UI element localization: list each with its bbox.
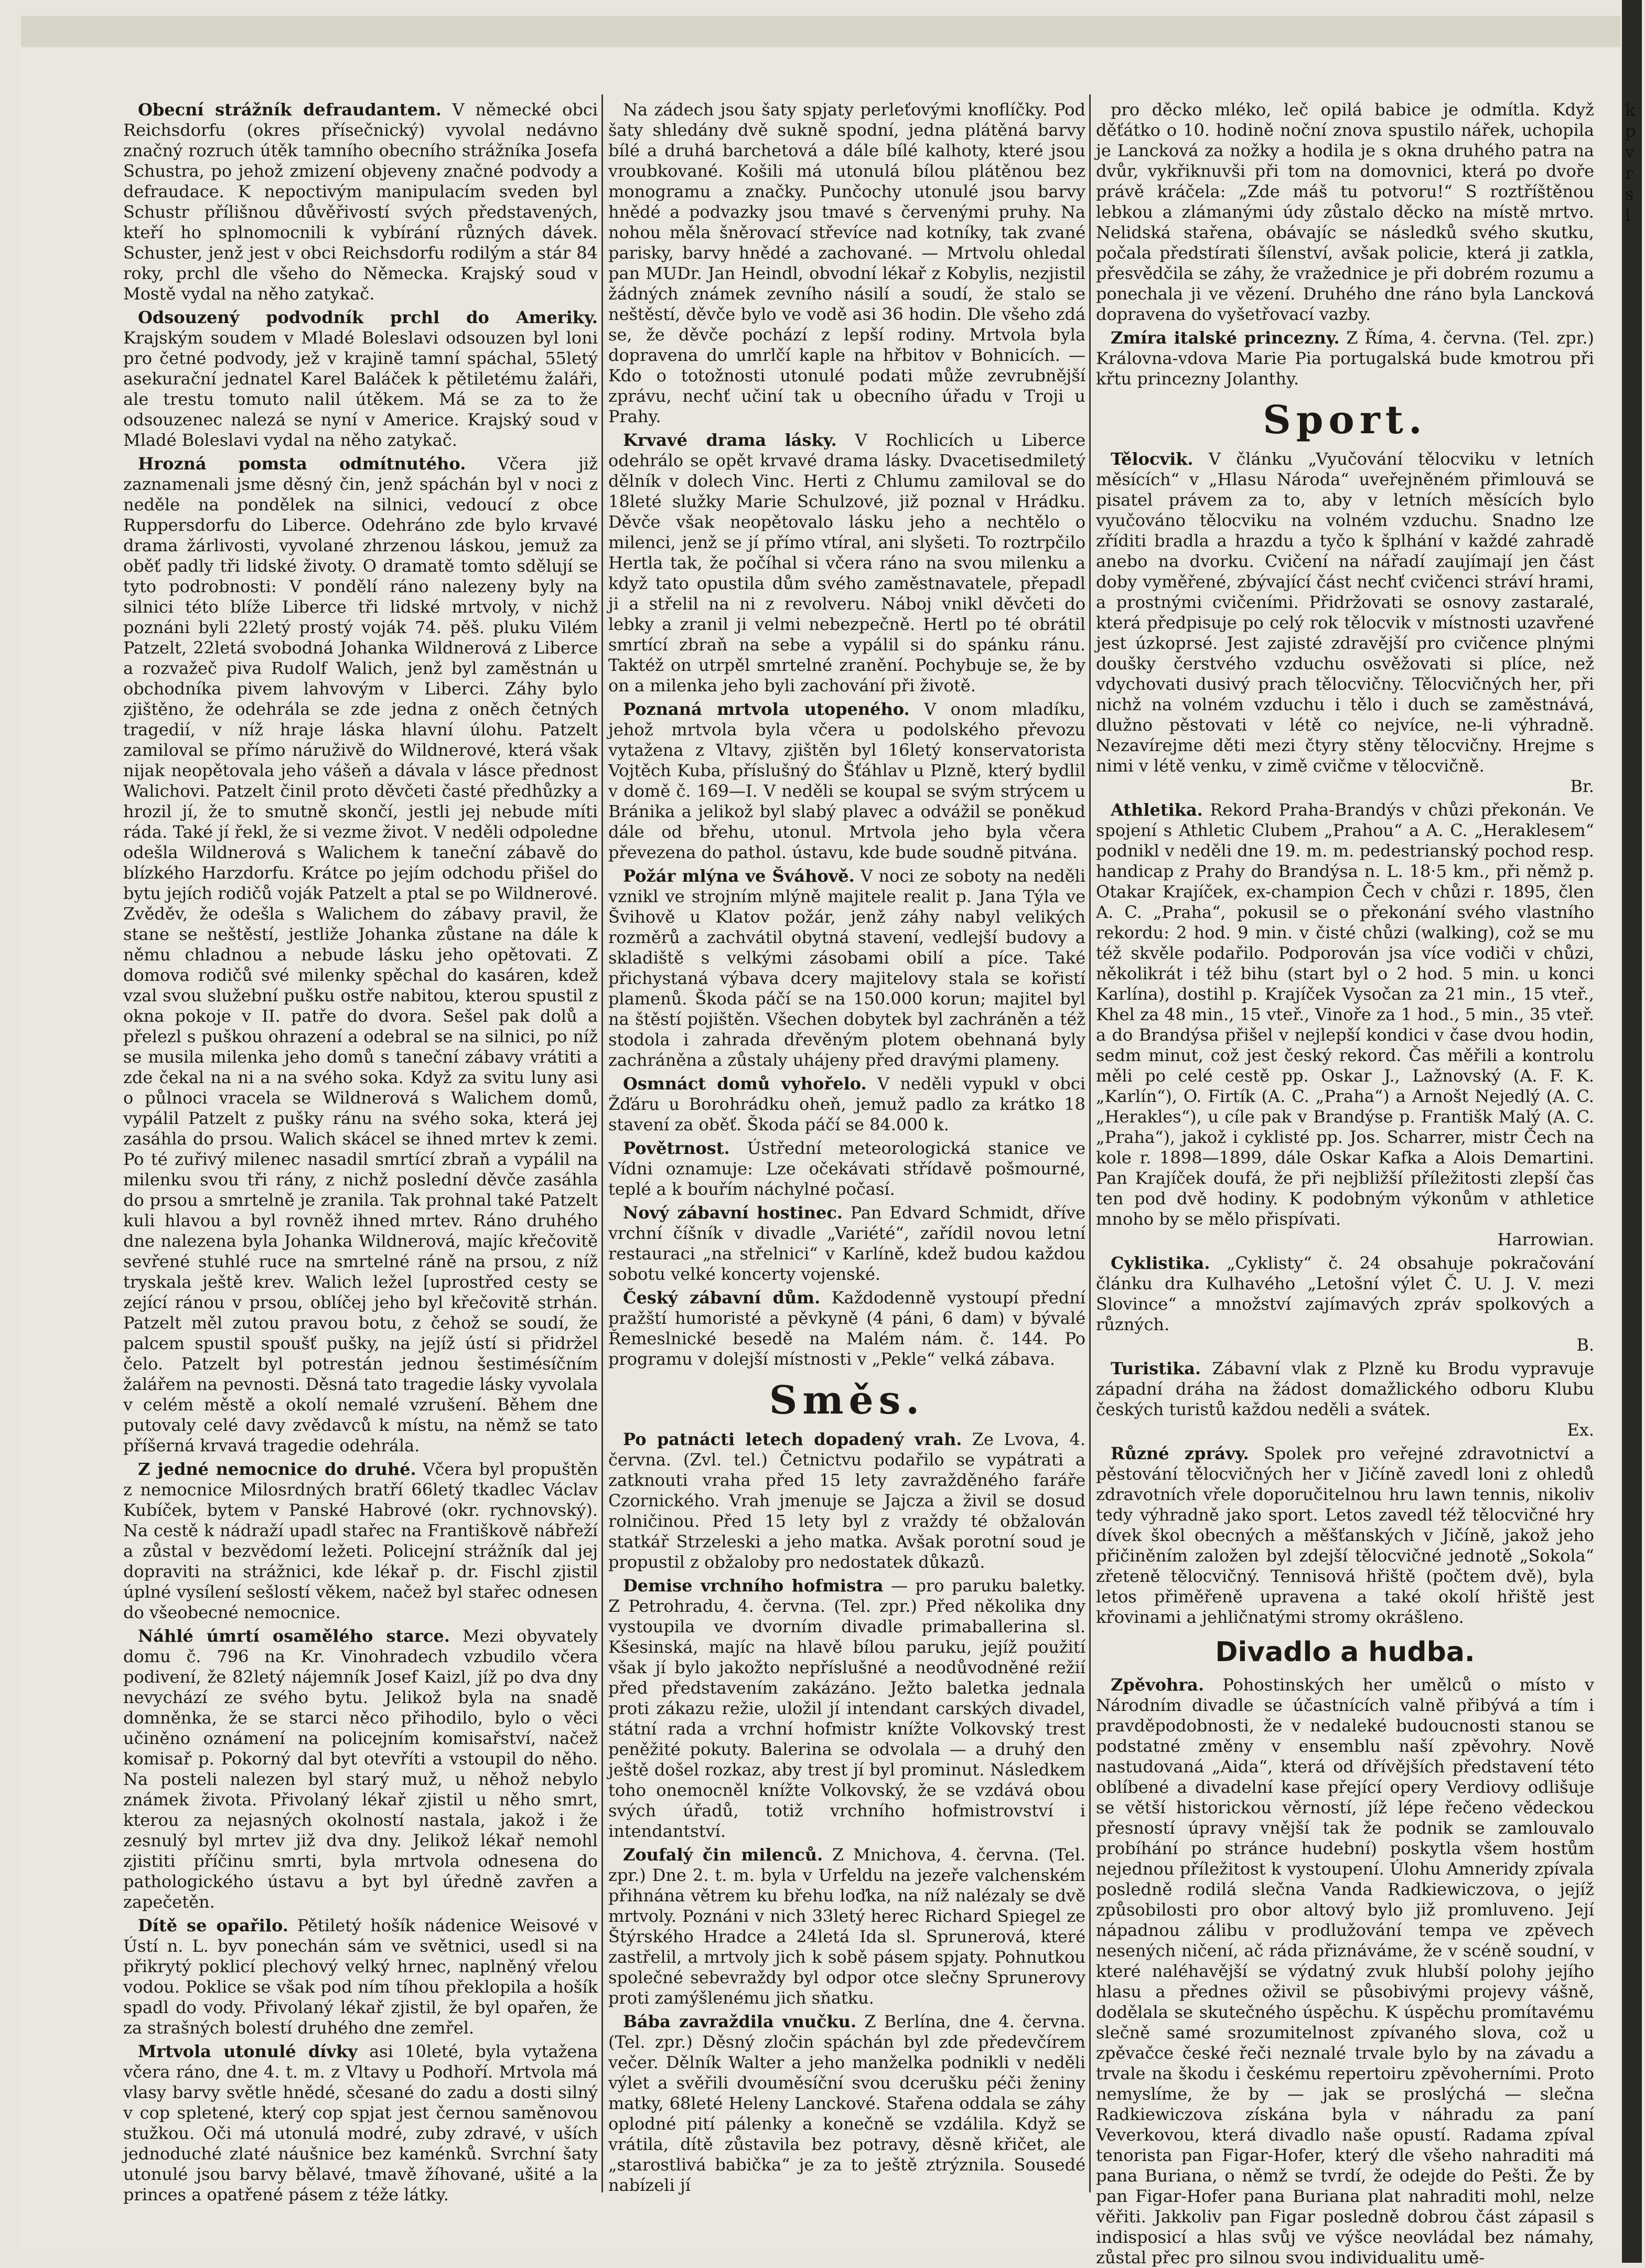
news-article: [608, 1203, 1085, 1285]
article-body: Včera již zaznamenali jsme děsný čin, jenž spáchán byl v noci z neděle na pondělek na silnici, vedoucí z obce Ruppersdorfu do Liberce. Odehráno zde bylo krvavé drama žárlivosti, vyvolané zhrzenou láskou, jemuž za oběť padly tři lidské životy. O dramatě tomto sdělují se tyto podrobnosti: V pondělí ráno nalezeny byly na silnici této blíže Liberce tři lidské mrtvoly, v nichž poznáni byli 22letý prostý voják 74. pěš. pluku Vilém Patzelt, 22letá svobodná Johanka Wildnerová z Liberce a rozvažeč piva Rudolf Walich, jenž byl zaměstnán u obchodníka pivem lahvovým v Liberci. Záhy bylo zjištěno, že odehrála se zde jedna z oněch četných tragedií, v níž hraje láska hlavní úlohu. Patzelt zamiloval se přímo náruživě do Wildnerové, která však nijak neopětovala jeho vášeň a dávala v lásce přednost Walichovi. Patzelt činil proto děvčeti časté předhůzky a hrozil jí, že to smutně skončí, jestli jej nebude míti ráda. Také jí řekl, že si vezme život. V neděli odpoledne odešla Wildnerová s Walichem k taneční zábavě do blízkého Harzdorfu. Krátce po jejím odchodu přišel do bytu jejích rodičů voják Patzelt a ptal se po Wildnerové. Zvěděv, že odešla s Walichem do zábavy pravil, že stane se neštěstí, jestliže Johanka zůstane na dále k němu chladnou a nebude lásku jeho opětovati. Z domova rodičů své milenky spěchal do kasáren, kdež vzal svou služební pušku ostře nabitou, kterou spustil z okna pokoje v II. patře do dvora. Sešel pak dolů a přelezl s puškou ohrazení a odebral se na silnici, po níž se musila milenka jeho domů s taneční zábavy vrátiti a zde čekal na ni a na svého soka. Když za svitu luny asi o půlnoci vracela se Wildnerová s Walichem domů, vypálil Patzelt z pušky ránu na svého soka, která jej zasáhla do prsou. Walich skácel se ihned mrtev k zemi. Po té zuřivý milenec nasadil smrtící zbraň a vypálil na milenku svou tři rány, z nichž poslední děvče zasáhla do prsou a smrtelně je zranila. Tak prohnal také Patzelt kuli hlavou a byl rovněž ihned mrtev. Ráno druhého dne nalezena byla Johanka Wildnerová, majíc křečovitě sevřené stuhlé ruce na smrtelné ráně na prsou, z níž tryskala ještě krev. Walich ležel [uprostřed cesty se zející ránou v prsou, oblíčej jeho byl křečovitě strhán. Patzelt měl zutou pravou botu, z čehož se soudí, že palcem spustil spoušť pušky, na jejíž ústí si přidržel čelo. Patzelt byl potrestán jednou šestimésíčním žalářem na pevnosti. Děsná tato tragedie lásky vyvolala v celém městě a okolí nemalé vzrušení. Během dne putovaly celé davy zvědavců k místu, na němž se tato příšerná krvavá tragedie odehrála.: [123, 454, 598, 1456]
article-paragraph: [1096, 800, 1594, 1229]
article-paragraph: [123, 307, 598, 451]
article-headline: Obecní strážník defraudantem.: [138, 100, 442, 120]
article-headline: Odsouzený podvodník prchl do Ameriky.: [138, 307, 598, 327]
article-signature: Ex.: [1567, 1420, 1594, 1440]
article-headline: Zoufalý čin milenců.: [623, 1845, 823, 1865]
section-heading: Sport.: [1263, 398, 1427, 443]
article-body: Včera byl propuštěn z nemocnice Milosrdných bratří 66letý tkadlec Václav Kubíček, bytem v Panské Habrové (okr. rychnovský). Na cestě k nádraží upadl stařec na Františkově nábřeží a zůstal v bezvědomí ležeti. Policejní strážník dal jej dopraviti na strážnici, kde lékař p. dr. Fischl zjistil úplné vysílení sešlostí věkem, načež byl stařec odnesen do všeobecné nemocnice.: [123, 1459, 598, 1622]
article-paragraph: [608, 1138, 1085, 1200]
news-article: [608, 1288, 1085, 1370]
news-article: [1096, 449, 1594, 797]
news-article: [123, 1459, 598, 1623]
article-headline: Český zábavní dům.: [623, 1288, 821, 1308]
newspaper-page: [21, 16, 1620, 2267]
article-body: Pohostinských her umělců o místo v Národním divadle se účastnících valně přibývá a tím i pravděpodobnosti, že v nedaleké budoucnosti stanou se podstatné změny v ensemblu naší zpěvohry. Nově nastudovaná „Aida“, která od dřívějších představení této oblíbené a divadelní kase přející opery Verdiovy odlišuje se větší historickou věrností, jíž lépe řečeno vědeckou přesností úpravy vnější tak že podnik se zamlouvalo probíhání po stránce hudební) poskytla všem hostům nejednou příležitost k vystoupení. Úlohu Amneridy zpívala posledně rodilá slečna Vanda Radkiewiczova, o jejíž způsobilosti pro obor altový bylo již promluveno. Její nápadnou zálibu v prodlužování tempa ve zpěvech nesených ničení, ač ráda přiznáváme, že v scéně soudní, v které naléhavější se výdatný zvuk hlubší polohy jejího hlasu a přednes oživil se působivými projevy vášně, dodělala se skutečného úspěchu. K úspěchu promítavému slečně samé srozumitelnost zpívaného slova, což u zpěvačce české řeči neznalé trvale bylo by na závadu a trvale na škodu i českému repertoiru zpěvoherními. Proto nemyslíme, že by — jak se proslýchá — slečna Radkiewiczova získána byla v náhradu za paní Veverkovou, která divadlo naše opustí. Radama zpíval tenorista pan Figar-Hofer, který dle všeho nahraditi má pana Buriana, o němž se tvrdí, že odejde do Pešti. Že by pan Figar-Hofer pana Buriana plat nahraditi mohl, nelze věřiti. Jakkoliv pan Figar posledně dobrou část zápasil s indisposicí a hlas svůj ve výšce neovládal bez námahy, zůstal přec pro silnou svou individualitu umě-: [1096, 1675, 1595, 2267]
article-signature: B.: [1576, 1335, 1594, 1355]
article-headline: Nový zábavní hostinec.: [623, 1203, 843, 1223]
article-body: Mezi obyvately domu č. 796 na Kr. Vinohradech vzbudilo včera podivení, že 82letý nájemník Josef Kaizl, jíž po dva dny nevychází ze svého bytu. Jelikož byla na snadě domněnka, že se starci něco přihodilo, bylo o věci učiněno oznámení na policejním komisařství, načež komisař p. Pokorný dal byt otevříti a vstoupil do něho. Na posteli nalezen byl starý muž, u něhož nebylo známek života. Přivolaný lékař zjistil u něho smrt, kterou za nejasných okolností nastala, jakož i že zesnulý byl mrtev již dva dny. Jelikož lékař nemohl zjistiti příčinu smrti, byla mrtvola odnesena do pathologického ústavu a byt byl úředně zavřen a zapečetěn.: [123, 1626, 598, 1912]
article-body: V noci ze soboty na neděli vznikl ve strojním mlýně majitele realit p. Jana Týla ve Švihově u Klatov požár, jenž záhy nabyl velikých rozměrů a zachvátil obytná stavení, vedlejší budovy a skladiště s velkými zásobami obilí a píce. Také přichystaná výbava dcery majitelovy stala se kořistí plamenů. Škoda páčí se na 150.000 korun; majitel byl na štěstí pojištěn. Všechen dobytek byl zachráněn a též stodola i zahrada dřevěným plotem obehnaná byly zachráněna a zůstaly uhájeny před dravými plameny.: [608, 866, 1086, 1070]
article-headline: Mrtvola utonulé dívky: [138, 2041, 358, 2061]
article-body: Pan Edvard Schmidt, dříve vrchní číšník v divadle „Variété“, zařídil novou letní restauraci „na střelnici“ v Karlíně, kdež budou každou sobotu velké koncerty vojenské.: [608, 1203, 1086, 1284]
news-article: [608, 1845, 1085, 2008]
page-top-margin: [21, 16, 1620, 47]
column-rule: [1089, 94, 1091, 2192]
news-article: [123, 1626, 598, 1912]
adjacent-page-fragment: k p v r s l: [1625, 100, 1636, 225]
article-body: V Rochlicích u Liberce odehrálo se opět krvavé drama lásky. Dvacetisedmiletý dělník v dolech Vinc. Herti z Chlumu zamiloval se do 18leté služky Marie Schulzové, již poznal v Hrádku. Děvče však neopětovalo lásku jeho a nechtělo o milenci, jenž se jí přímo vtíral, ani slyšeti. To roztrpčilo Hertla tak, že počíhal si včera ráno na svou milenku a když tato opustila dům svého zaměstnavatele, přepadl ji a střelil na ni z revolveru. Náboj vnikl děvčeti do lebky a zranil ji velmi nebezpečně. Hertl po té obrátil smrtící zbraň na sebe a vypálil si do spánku ránu. Taktéž on utrpěl smrtelné zranění. Pochybuje se, že by on a milenka jeho byli zachování při životě.: [608, 430, 1086, 696]
article-headline: Povětrnost.: [623, 1138, 730, 1158]
article-headline: Dítě se opařilo.: [138, 1916, 288, 1935]
column-rule: [601, 94, 603, 2192]
news-article: [1096, 328, 1594, 389]
article-paragraph: [1096, 1443, 1594, 1628]
article-headline: Krvavé drama lásky.: [623, 430, 837, 450]
article-body: pro děcko mléko, leč opilá babice je odmítla. Když děťátko o 10. hodině noční znova spustilo nářek, uchopila je Lancková za nožky a hodila je s okna druhého patra na dvůr, vykřiknuvši při tom na domovnici, která po dvoře právě kráčela: „Zde máš tu potvoru!“ S roztříštěnou lebkou a zlámanými údy zůstalo děcko na místě mrtvo. Nelidská stařena, obávajíc se následků svého skutku, počala předstírati šílenství, avšak policie, která ji zatkla, přesvědčila se záhy, že vražednice je při dobrém rozumu a ponechala ji ve vězení. Druhého dne ráno byla Lancková dopravena do vyšetřovací vazby.: [1096, 100, 1594, 324]
article-body: Z Říma, 4. června. (Tel. zpr.) Královna-vdova Marie Pia portugalská bude kmotrou při křtu princezny Jolanthy.: [1096, 328, 1595, 389]
section-heading: Divadlo a hudba.: [1215, 1636, 1475, 1668]
article-paragraph: [608, 1203, 1085, 1285]
article-headline: Zpěvohra.: [1111, 1675, 1205, 1695]
article-headline: Athletika.: [1111, 800, 1203, 820]
article-paragraph: [608, 1845, 1085, 2008]
article-body: Ze Lvova, 4. června. (Zvl. tel.) Četnictvu podařilo se vypátrati a zatknouti vraha před 15 lety zavražděného faráře Czornického. Vrah jmenuje se Jajcza a živil se dosud rolničinou. Před 15 lety byl z vraždy té obžalován statkář Strzeleski a jeho matka. Avšak porotní soud je propustil z obžaloby pro nedostatek důkazů.: [608, 1429, 1086, 1572]
news-article: [1096, 1253, 1594, 1355]
article-body: Rekord Praha-Brandýs v chůzi překonán. Ve spojení s Athletic Clubem „Prahou“ a A. C. „Heraklesem“ podnikl v neděli dne 19. m. m. pedestrianský pochod resp. handicap z Prahy do Brandýsa n. L. 18·5 km., při němž p. Otakar Krajíček, ex-champion Čech v chůzi r. 1895, člen A. C. „Praha“, pokusil se o překonání svého vlastního rekordu: 2 hod. 9 min. v čisté chůzi (walking), což se mu též skvěle podařilo. Podporován jsa více vodiči v chůzi, několikrát i též bihu (start byl o 2 hod. 5 min. u konci Karlína), dostihl p. Krajíček Vysočan za 21 min., 15 vteř., Khel za 48 min., 15 vteř., Vinoře za 1 hod., 5 min., 35 vteř. a do Brandýsa přišel v nejlepší kondici v čase dvou hodin, sedm minut, což jest český rekord. Čas měřili a kontrolu měli po celé cestě pp. Oskar J., Lažnovský (A. F. K. „Karlín“), O. Firtík (A. C. „Praha“) a Arnošt Nejedlý (A. C. „Herakles“), u cíle pak v Brandýse p. Františk Malý (A. C. „Praha“), jakož i cyklisté pp. Jos. Scharrer, mistr Čech na kole r. 1898—1899, dále Oskar Kafka a Alois Demartini. Pan Krajíček doufá, že při nejbližší příležitosti zlepší čas ten pod dvě hodiny. K podobným výkonům v athletice mnoho by se mělo přispívati.: [1096, 800, 1594, 1229]
article-body: V německé obci Reichsdorfu (okres přísečnický) vyvolal nedávno značný rozruch útěk tamního obecního strážníka Josefa Schustra, po jehož zmizení objeveny značné podvody a defraudace. K nepoctivým manipulacím sveden byl Schustr přílišnou důvěřivostí svých představených, kteří ho splnomocnili k vybírání různých dávek. Schuster, jenž jest v obci Reichsdorfu rodilým a stár 84 roky, prchl dle všeho do Německa. Krajský soud v Mostě vydal na něho zatykač.: [123, 100, 598, 304]
article-body: Zábavní vlak z Plzně ku Brodu vypravuje západní dráha na žádost domažlického odboru Klubu českých turistů každou neděli a svátek.: [1096, 1358, 1594, 1419]
article-headline: Tělocvik.: [1111, 449, 1194, 469]
article-paragraph: [123, 1459, 598, 1623]
article-body: V onom mladíku, jehož mrtvola byla včera u podolského převozu vytažena z Vltavy, zjištěn byl 16letý konservatorista Vojtěch Kuba, příslušný do Šťáhlav u Plzně, který bydlil v domě č. 169—I. V neděli se koupal se svým strýcem u Bránika a jelikož byl slabý plavec a odvážil se poněkud dále od břehu, utonul. Mrtvola jeho byla včera převezena do pathol. ústavu, kde bude soudně pitvána.: [608, 699, 1086, 862]
article-body: — pro paruku baletky. Z Petrohradu, 4. června. (Tel. zpr.) Před několika dny vystoupila ve dvorním divadle primaballerina sl. Kšesinská, majíc na hlavě bílou paruku, jejíž použití však jí bylo jakožto nepříslušné a neodůvodněné režií před představením zakázáno. Ježto baletka jednala proti zákazu režie, uložil jí intendant carských divadel, státní rada a vrchní hofmistr knížte Volkovský trest peněžité pokuty. Balerina se odvolala — a druhý den ještě došel rozkaz, aby trest jí byl prominut. Následkem toho onemocněl knížte Volkovský, že se vzdává obou svých úřadů, totiž vrchního hofmistrovství i intendantství.: [608, 1576, 1086, 1841]
column-3: [1096, 100, 1595, 2267]
article-body: Z Mnichova, 4. června. (Tel. zpr.) Dne 2. t. m. byla v Urfeldu na jezeře valchenském přihnána větrem ku břehu loďka, na níž nalézaly se dvě mrtvoly. Poznáni v nich 33letý herec Richard Spiegel ze Štýrského Hradce a 24letá Ida sl. Sprunerová, které zastřelil, a mrtvoly jich k sobě pásem spjaty. Pohnutkou společné sebevraždy byl odpor otce slečny Sprunerovy proti zamýšlenému jich sňatku.: [608, 1845, 1086, 2008]
article-paragraph: [1096, 449, 1594, 776]
article-headline: Náhlé úmrtí osamělého starce.: [138, 1626, 450, 1646]
news-article: [123, 307, 598, 451]
article-body: Na zádech jsou šaty spjaty perleťovými knoflíčky. Pod šaty shledány dvě sukně spodní, jedna plátěná barvy bílé a druhá barchetová a dále bílé kalhoty, které jsou vroubkované. Košili má utonulá bílou plátěnou bez monogramu a značky. Punčochy utonulé jsou barvy hnědé a podvazky jsou tmavé s červenými pruhy. Na nohou měla šněrovací střevíce nad kotníky, tak zvané parisky, barvy hnědé a zachované. — Mrtvolu ohledal pan MUDr. Jan Heindl, obvodní lékař z Kobylis, nezjistil žádných známek zevního násilí a soudí, že stalo se neštěstí, děvče bylo ve vodě asi 36 hodin. Dle všeho zdá se, že děvče pochází z lepší rodiny. Mrtvola byla dopravena do umrlčí kaple na hřbitov v Bohnicích. — Kdo o totožnosti utonulé podati může zevrubnější zprávu, nechť učiní tak u obecního úřadu v Troji u Prahy.: [608, 100, 1085, 426]
news-article: [123, 454, 598, 1456]
news-article: [123, 1916, 598, 2038]
article-body: asi 10leté, byla vytažena včera ráno, dne 4. t. m. z Vltavy u Podhoří. Mrtvola má vlasy barvy světle hnědé, sčesané do zadu a dosti silný v cop spletené, který cop spjat jest černou saměnovou stužkou. Oči má utonulá modré, zuby zdravé, v uších jednoduché zlaté náušnice bez kaménků. Svrchní šaty utonulé jsou barvy bělavé, tmavě žíhované, ušité a la princes a opatřené pásem z téže látky.: [123, 2041, 598, 2205]
article-paragraph: [608, 1074, 1085, 1135]
article-paragraph: [123, 100, 598, 304]
article-paragraph: [123, 454, 598, 1456]
news-article: [608, 1429, 1085, 1572]
article-headline: Osmnáct domů vyhořelo.: [623, 1074, 867, 1094]
article-paragraph: [608, 1429, 1085, 1572]
article-paragraph: [123, 1916, 598, 2038]
news-article: [608, 430, 1085, 696]
news-article: [123, 100, 598, 304]
column-2: [608, 100, 1086, 2195]
article-headline: Demise vrchního hofmistra: [623, 1576, 884, 1596]
article-paragraph: [608, 1576, 1085, 1842]
article-headline: Poznaná mrtvola utopeného.: [623, 699, 910, 719]
article-paragraph: [608, 866, 1085, 1071]
article-headline: Požár mlýna ve Šváhově.: [623, 866, 855, 886]
article-headline: Zmíra italské princezny.: [1111, 328, 1340, 348]
news-article: [1096, 100, 1594, 325]
article-body: Krajským soudem v Mladé Boleslavi odsouzen byl loni pro četné podvody, jež v krajině tamní spáchal, 55letý asekurační jednatel Karel Baláček k pětiletému žaláři, ale trestu tomuto nalil útěkem. Má se za to že odsouzenec nalezá se nyní v Americe. Krajský soud v Mladé Boleslavi vydal na něho zatykač.: [123, 328, 598, 450]
news-article: [608, 1074, 1085, 1135]
news-article: [1096, 1358, 1594, 1440]
section-heading: Směs.: [769, 1378, 925, 1423]
article-body: Z Berlína, dne 4. června. (Tel. zpr.) Děsný zločin spáchán byl zde předevčírem večer. Dělník Walter a jeho manželka podnikli v neděli výlet a svěřili dvouměsíční svou dcerušku péči ženiny matky, 68leté Heleny Lanckové. Stařena oddala se záhy oplodné pití pálenky a konečně se vzdálila. Když se vrátila, dítě zůstavila bez potravy, děsně křičet, ale „starostlivá babička“ je za to ještě ztrýznila. Sousedé nabízeli jí: [608, 2012, 1086, 2195]
news-article: [608, 1576, 1085, 1842]
article-body: Pětiletý hošík nádenice Weisové v Ústí n. L. byv ponechán sám ve světnici, usedl si na přikrytý poklicí plechový velký hrnec, naplněný vřelou vodou. Poklice se však pod ním tíhou překlopila a hošík spadl do vody. Přivolaný lékař zjistil, že byl opařen, že za strašných bolestí druhého dne zemřel.: [123, 1916, 598, 2038]
news-article: [1096, 1443, 1594, 1628]
article-paragraph: [1096, 1675, 1594, 2268]
news-article: [1096, 1675, 1594, 2268]
article-paragraph: [1096, 328, 1594, 389]
news-article: [608, 866, 1085, 1071]
article-paragraph: [1096, 1253, 1594, 1335]
article-headline: Bába zavraždila vnučku.: [623, 2012, 857, 2031]
article-paragraph: [1096, 100, 1594, 325]
article-headline: Různé zprávy.: [1111, 1443, 1249, 1463]
article-headline: Cyklistika.: [1111, 1253, 1210, 1273]
article-signature: Br.: [1570, 776, 1594, 796]
article-body: V článku „Vyučování tělocviku v letních měsících“ v „Hlasu Národa“ uveřejněném přimlouvá se pisatel právem za to, aby v letních měsících bylo vyučováno tělocviku na volném vzduchu. Snadno lze zříditi bradla a hrazdu a tyčo k šplhání v každé zahradě anebo na dvorku. Cvičení na nářadí zaujímají jen část doby vyměřené, zbývající část nechť cvičenci stráví hrami, a prostnými cvičeními. Přidržovati se osnovy zastaralé, která předpisuje po celý rok tělocvik v místnosti uzavřené jest úzkoprsé. Jest zajisté zdravější pro cvičence plnými doušky čerstvého vzduchu osvěžovati si plíce, než vdychovati dusivý prach tělocvičny. Tělocvičných her, při nichž na volném vzduchu i tělo i duch se zaměstnává, dlužno pěstovati v létě co nejvíce, ne-li výhradně. Nezavírejme děti mezi čtyry stěny tělocvičny. Hrejme s nimi v létě venku, v zimě cvičme v tělocvičně.: [1096, 449, 1594, 776]
column-1: [123, 100, 598, 2205]
article-headline: Turistika.: [1111, 1358, 1201, 1378]
article-paragraph: [608, 100, 1085, 427]
article-paragraph: [123, 1626, 598, 1912]
article-body: „Cyklisty“ č. 24 obsahuje pokračování článku dra Kulhavého „Letošní výlet Č. U. J. V. mezi Slovince“ a množství zajímavých zpráv spolkových a různých.: [1096, 1253, 1595, 1334]
article-body: Spolek pro veřejné zdravotnictví a pěstování tělocvičných her v Jičíně zavedl loni z ohledů zdravotních vřele doporučitelnou hru lawn tennis, nikoliv tedy výhradně jako sport. Letos zavedl též tělocvičné hry dívek škol obecných a měšťanských v Jičíně, jakož jeho přičiněním založen byl zdejší tělocvičné jednotě „Sokola“ zřeteně tělocvičný. Tennisová hřiště (počtem dvě), byla letos přiměřeně upravena a také okolí hřiště jest křovinami a jehličnatými stromy okrášleno.: [1096, 1443, 1595, 1627]
article-paragraph: [123, 2041, 598, 2205]
news-article: [608, 2012, 1085, 2196]
article-paragraph: [608, 1288, 1085, 1370]
article-headline: Z jedné nemocnice do druhé.: [138, 1459, 416, 1479]
news-article: [608, 699, 1085, 863]
article-paragraph: [608, 699, 1085, 863]
article-paragraph: [608, 430, 1085, 696]
article-paragraph: [1096, 1358, 1594, 1420]
article-headline: Po patnácti letech dopadený vrah.: [623, 1429, 962, 1449]
news-article: [608, 100, 1085, 427]
article-headline: Hrozná pomsta odmítnutého.: [138, 454, 466, 474]
news-article: [1096, 800, 1594, 1250]
page-edge-binding: [1622, 0, 1642, 2263]
article-body: Každodenně vystoupí přední pražští humoristé a pěvkyně (4 páni, 6 dam) v bývalé Řemeslnické besedě na Malém nám. č. 144. Po programu v dolejší místnosti v „Pekle“ velká zábava.: [608, 1288, 1086, 1369]
article-body: Ústřední meteorologická stanice ve Vídni oznamuje: Lze očekávati střídavě pošmourné, teplé a k bouřím náchylné počasí.: [608, 1138, 1086, 1199]
article-signature: Harrowian.: [1497, 1229, 1594, 1249]
article-paragraph: [608, 2012, 1085, 2196]
article-body: V neděli vypukl v obci Žďáru u Borohrádku oheň, jemuž padlo za krátko 18 stavení za oběť. Škoda páčí se 84.000 k.: [608, 1074, 1086, 1135]
news-article: [608, 1138, 1085, 1200]
news-article: [123, 2041, 598, 2205]
